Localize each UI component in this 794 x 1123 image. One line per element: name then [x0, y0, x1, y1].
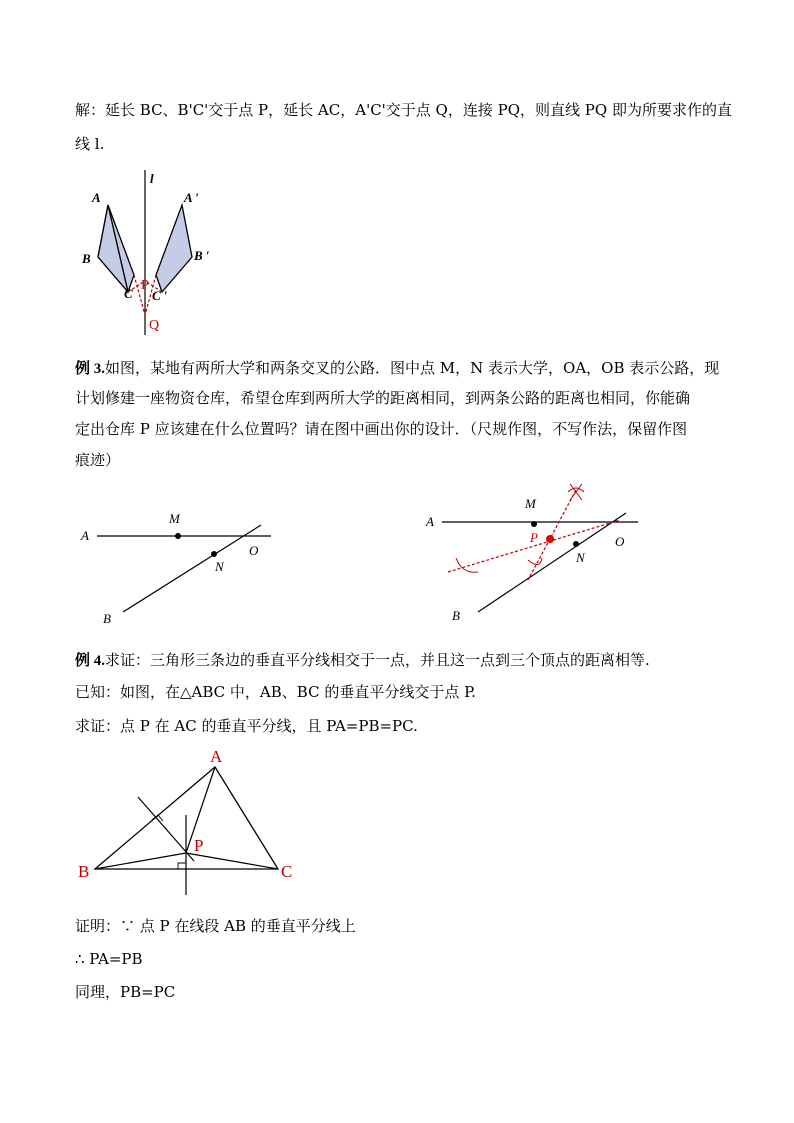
example3-title: 例 3.	[75, 361, 106, 377]
label-a: A	[92, 190, 101, 205]
road-ob	[478, 513, 626, 612]
construction-figure	[420, 480, 650, 625]
arc-bottom	[528, 558, 542, 565]
label-p: P	[530, 530, 538, 545]
point-n	[573, 541, 579, 547]
label-p: P	[194, 836, 204, 855]
label-b: B	[452, 608, 460, 623]
label-a-prime: A ′	[184, 190, 199, 205]
solution-line-2: 线 l.	[75, 135, 105, 153]
point-m	[175, 533, 181, 539]
arc-top-cross	[570, 484, 582, 500]
example4-given: 已知：如图，在△ABC 中，AB、BC 的垂直平分线交于点 P.	[75, 683, 476, 701]
proof-line-3: 同理，PB=PC	[75, 983, 176, 1001]
label-a: A	[426, 514, 434, 529]
label-p: P	[141, 278, 149, 293]
reflection-figure	[70, 165, 240, 340]
example4-line-1	[75, 645, 650, 676]
triangle-figure	[70, 745, 310, 905]
label-o: O	[615, 534, 625, 549]
roads-figure	[75, 500, 295, 630]
label-a: A	[210, 747, 223, 766]
example4-statement: 求证：三角形三条边的垂直平分线相交于一点，并且这一点到三个顶点的距离相等.	[105, 651, 650, 669]
arc-left	[456, 558, 478, 572]
label-l: l	[150, 171, 154, 186]
example3-line-2: 计划修建一座物资仓库，希望仓库到两所大学的距离相同，到两条公路的距离也相同，你能确	[75, 389, 691, 407]
right-angle-mark-bc	[178, 863, 186, 869]
proof-line-2: ∴ PA=PB	[75, 950, 143, 968]
proof-line-1: 证明：∵ 点 P 在线段 AB 的垂直平分线上	[75, 917, 356, 935]
label-b: B	[103, 611, 111, 626]
label-c: C	[124, 286, 133, 301]
label-o: O	[249, 543, 259, 558]
example4-title: 例 4.	[75, 653, 106, 669]
label-m: M	[525, 496, 536, 511]
label-b-prime: B ′	[194, 248, 210, 263]
example3-line-3: 定出仓库 P 应该建在什么位置吗？请在图中画出你的设计．（尺规作图，不写作法，保留作图	[75, 420, 688, 438]
label-a: A	[81, 528, 89, 543]
segment-pb	[95, 853, 186, 869]
label-b: B	[78, 862, 90, 881]
point-n	[211, 551, 217, 557]
label-c-prime: C ′	[152, 288, 168, 303]
label-c: C	[281, 862, 293, 881]
label-b: B	[82, 251, 91, 266]
label-n: N	[576, 550, 585, 565]
segment-pc	[186, 853, 278, 869]
right-kite-shape	[156, 205, 192, 292]
point-m	[531, 521, 537, 527]
label-m: M	[169, 511, 180, 526]
solution-line-1: 解：延长 BC、B'C'交于点 P，延长 AC，A'C'交于点 Q，连接 PQ，则直线 PQ 即为所要求作的直	[75, 101, 732, 119]
example4-prove: 求证：点 P 在 AC 的垂直平分线，且 PA=PB=PC.	[75, 717, 418, 735]
example3-line-1	[75, 353, 719, 384]
example3-line-1-text: 如图，某地有两所大学和两条交叉的公路．图中点 M，N 表示大学，OA，OB 表示公路，现	[105, 359, 720, 377]
label-n: N	[215, 559, 224, 574]
label-q: Q	[149, 318, 160, 333]
point-p	[546, 535, 554, 543]
road-ob	[123, 525, 261, 612]
example3-line-4: 痕迹）	[75, 451, 121, 469]
